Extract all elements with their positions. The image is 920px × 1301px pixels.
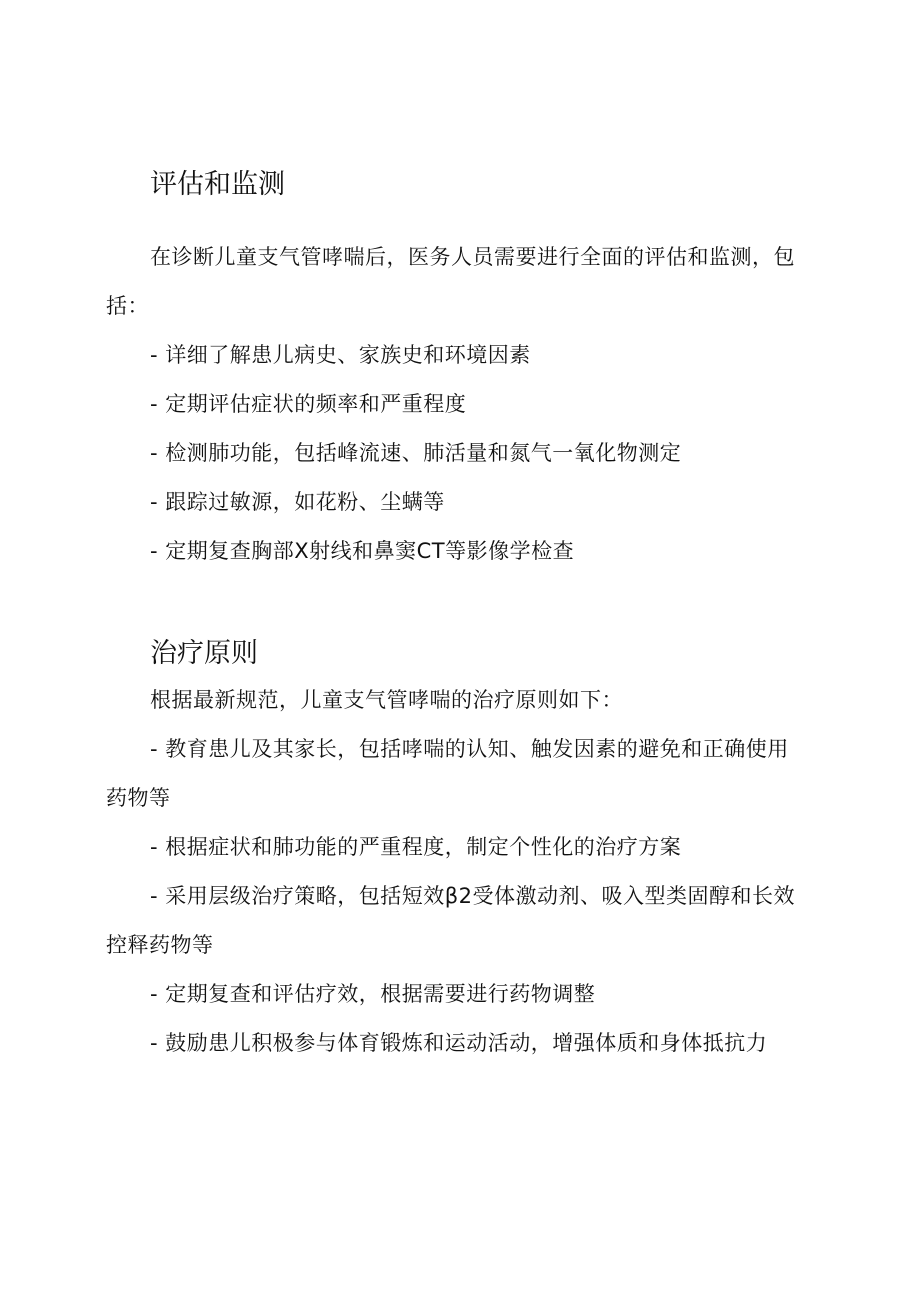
- assessment-intro: 在诊断儿童支气管哮喘后，医务人员需要进行全面的评估和监测，包括：: [106, 245, 795, 318]
- assessment-item-3: - 检测肺功能，包括峰流速、肺活量和氮气一氧化物测定: [150, 441, 682, 465]
- assessment-item-4: - 跟踪过敏源，如花粉、尘螨等: [150, 490, 445, 514]
- assessment-heading: 评估和监测: [150, 169, 285, 200]
- assessment-section: [106, 163, 806, 576]
- assessment-item-1: - 详细了解患儿病史、家族史和环境因素: [150, 343, 531, 367]
- treatment-item-1: - 教育患儿及其家长，包括哮喘的认知、触发因素的避免和正确使用药物等: [106, 737, 789, 810]
- treatment-item-3: - 采用层级治疗策略，包括短效β2受体激动剂、吸入型类固醇和长效控释药物等: [106, 884, 796, 957]
- assessment-item-5: - 定期复查胸部X射线和鼻窦CT等影像学检查: [150, 539, 575, 563]
- treatment-item-4: - 定期复查和评估疗效，根据需要进行药物调整: [150, 982, 596, 1006]
- assessment-item-2: - 定期评估症状的频率和严重程度: [150, 392, 467, 416]
- treatment-intro: 根据最新规范，儿童支气管哮喘的治疗原则如下：: [150, 688, 623, 712]
- treatment-item-2: - 根据症状和肺功能的严重程度，制定个性化的治疗方案: [150, 835, 682, 859]
- treatment-section: [106, 632, 806, 1068]
- treatment-heading: 治疗原则: [150, 638, 258, 669]
- treatment-item-5: - 鼓励患儿积极参与体育锻炼和运动活动，增强体质和身体抵抗力: [150, 1031, 768, 1055]
